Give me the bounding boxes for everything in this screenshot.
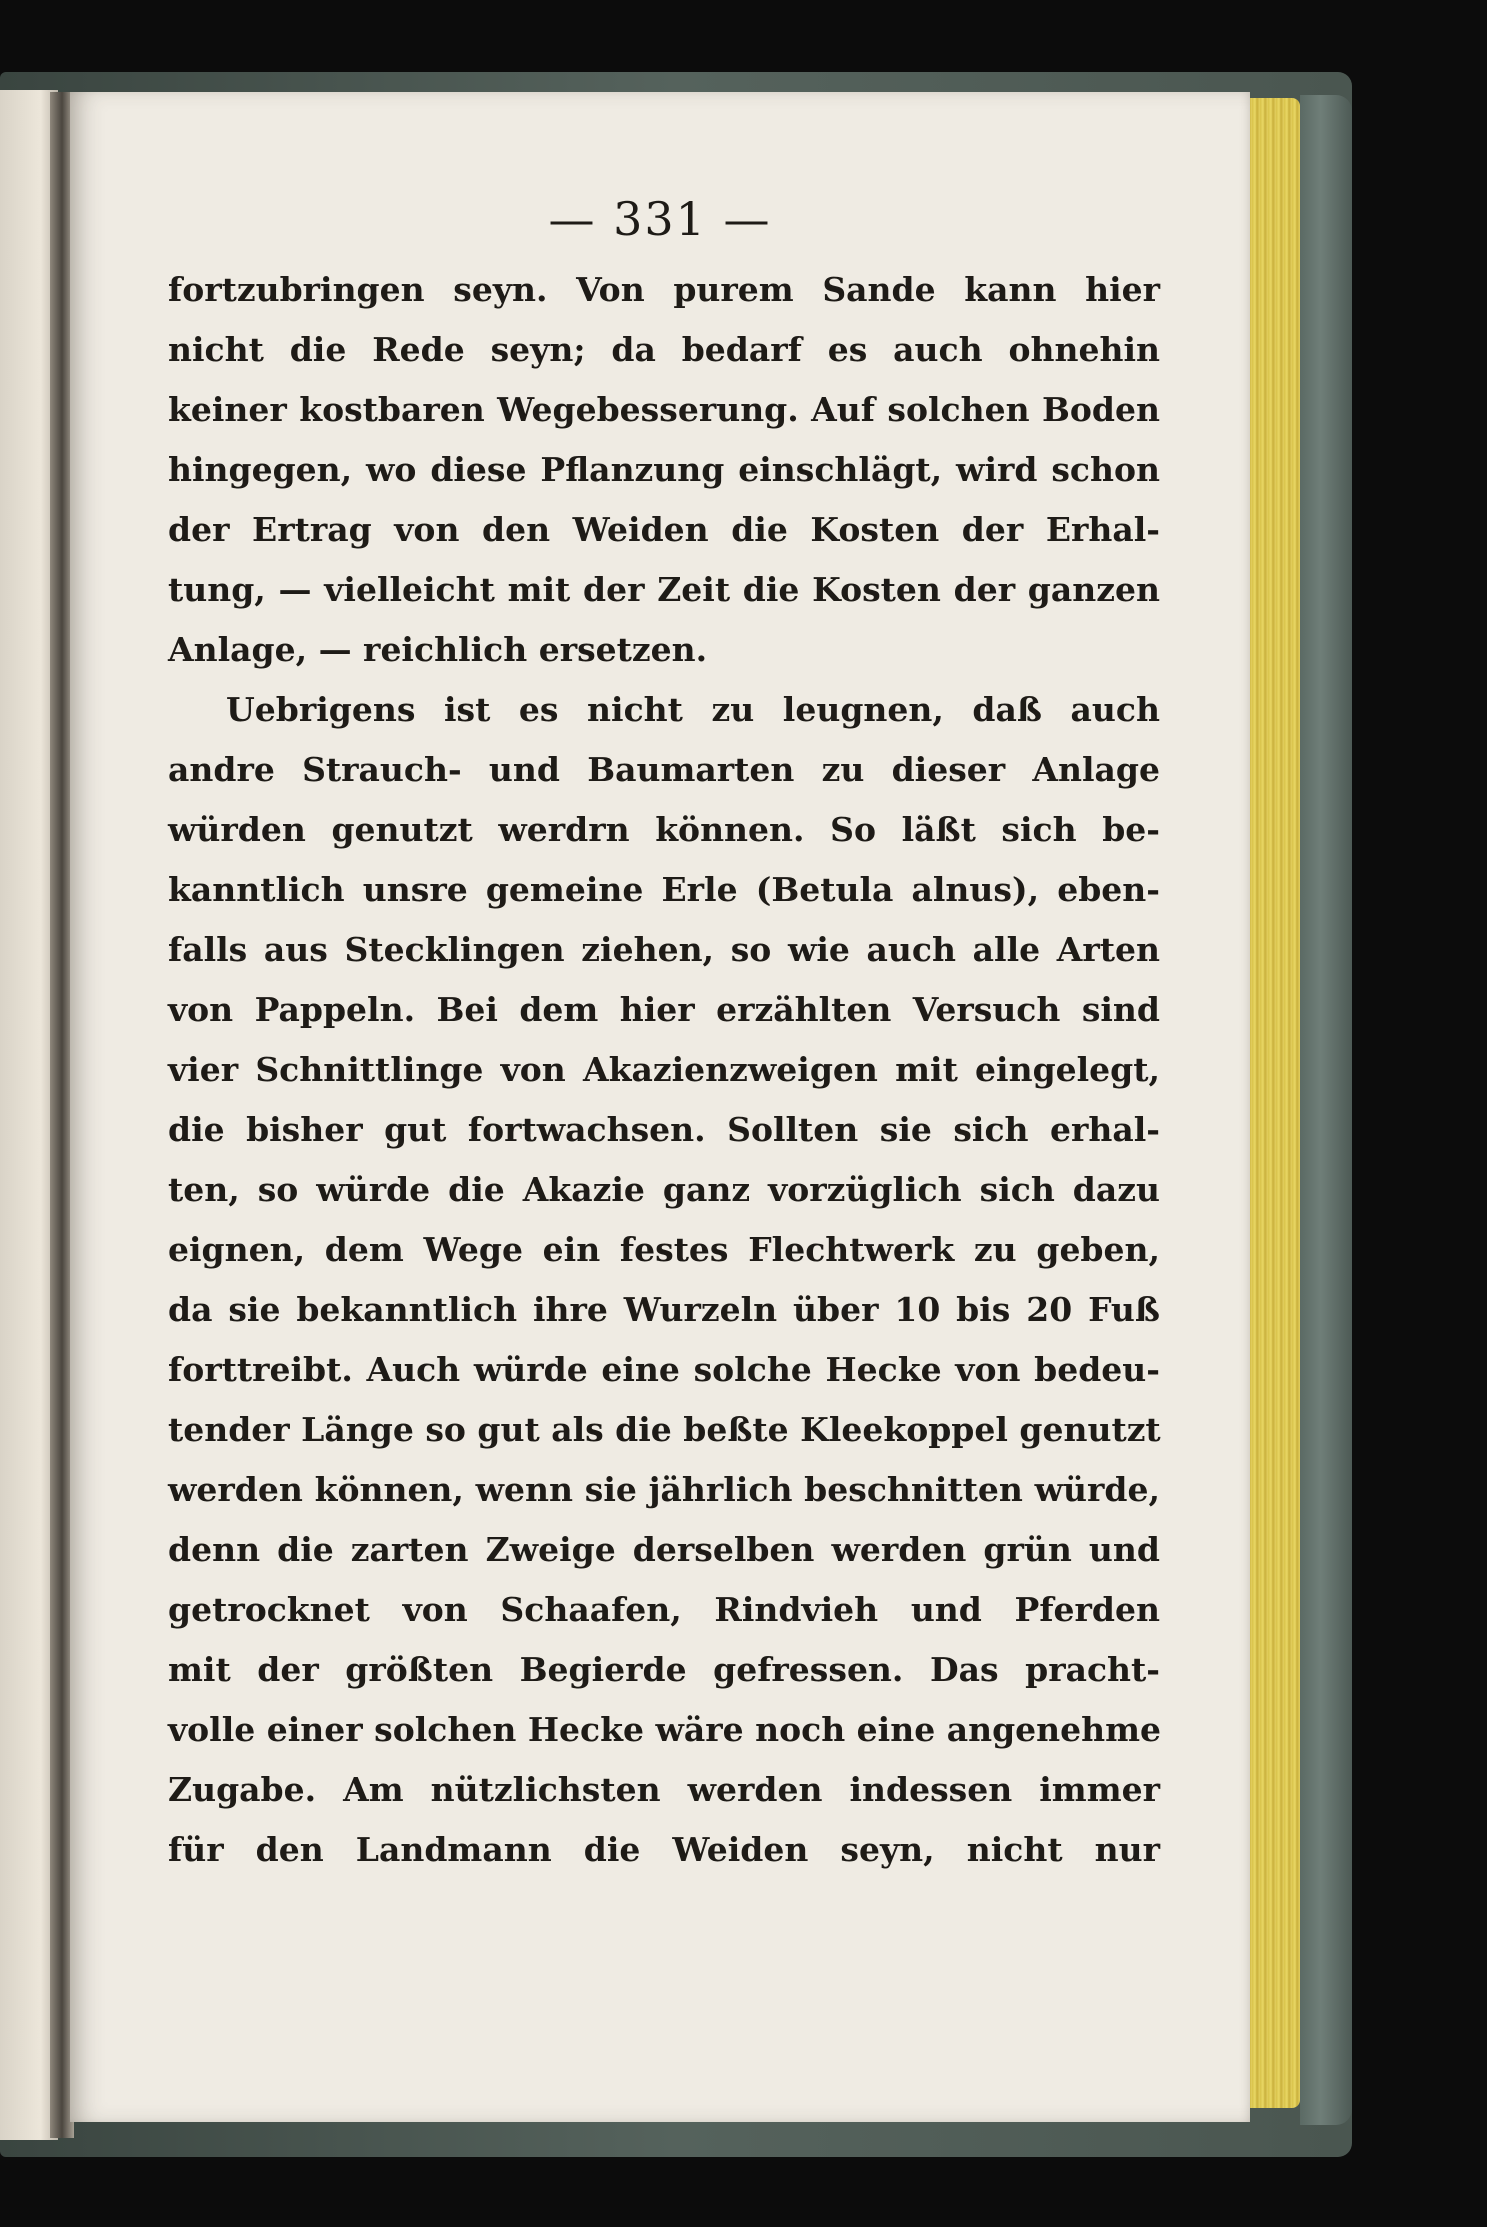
cover-edge bbox=[1300, 95, 1352, 2125]
text-line: Uebrigens ist es nicht zu leugnen, daß auch bbox=[226, 690, 1160, 729]
text-line: Anlage, — reichlich ersetzen. bbox=[168, 630, 708, 669]
text-line: die bisher gut fortwachsen. Sollten sie sich erhal- bbox=[168, 1110, 1160, 1149]
text-line: mit der größten Begierde gefressen. Das pracht- bbox=[168, 1650, 1160, 1689]
text-line: tung, — vielleicht mit der Zeit die Kosten der ganzen bbox=[168, 570, 1160, 609]
right-page bbox=[70, 92, 1250, 2122]
text-line: getrocknet von Schaafen, Rindvieh und Pferden bbox=[168, 1590, 1160, 1629]
text-line: der Ertrag von den Weiden die Kosten der Erhal- bbox=[168, 510, 1160, 549]
text-line: forttreibt. Auch würde eine solche Hecke von bedeu- bbox=[168, 1350, 1160, 1389]
text-line: andre Strauch- und Baumarten zu dieser Anlage bbox=[168, 750, 1160, 789]
text-line: ten, so würde die Akazie ganz vorzüglich sich dazu bbox=[168, 1170, 1160, 1209]
text-line: von Pappeln. Bei dem hier erzählten Versuch sind bbox=[168, 990, 1160, 1029]
text-line: fortzubringen seyn. Von purem Sande kann hier bbox=[168, 270, 1160, 309]
page-text bbox=[168, 260, 1160, 1880]
text-line: nicht die Rede seyn; da bedarf es auch ohnehin bbox=[168, 330, 1160, 369]
text-line: für den Landmann die Weiden seyn, nicht nur bbox=[168, 1830, 1160, 1869]
text-line: keiner kostbaren Wegebesserung. Auf solchen Boden bbox=[168, 390, 1160, 429]
text-line: da sie bekanntlich ihre Wurzeln über 10 bis 20 Fuß bbox=[168, 1290, 1160, 1329]
text-line: würden genutzt werdrn können. So läßt sich be- bbox=[168, 810, 1160, 849]
text-line: Zugabe. Am nützlichsten werden indessen immer bbox=[168, 1770, 1160, 1809]
text-line: volle einer solchen Hecke wäre noch eine angenehme bbox=[168, 1710, 1162, 1749]
text-line: kanntlich unsre gemeine Erle (Betula alnus), eben- bbox=[168, 870, 1160, 909]
page-edges bbox=[1244, 98, 1300, 2108]
text-line: falls aus Stecklingen ziehen, so wie auch alle Arten bbox=[168, 930, 1160, 969]
text-line: denn die zarten Zweige derselben werden grün und bbox=[168, 1530, 1160, 1569]
page-number: — 331 — bbox=[548, 192, 772, 246]
text-line: vier Schnittlinge von Akazienzweigen mit eingelegt, bbox=[168, 1050, 1160, 1089]
text-line: werden können, wenn sie jährlich beschnitten würde, bbox=[168, 1470, 1160, 1509]
text-line: hingegen, wo diese Pflanzung einschlägt, wird schon bbox=[168, 450, 1160, 489]
text-line: eignen, dem Wege ein festes Flechtwerk zu geben, bbox=[168, 1230, 1160, 1269]
text-line: tender Länge so gut als die beßte Kleekoppel genutzt bbox=[168, 1410, 1161, 1449]
